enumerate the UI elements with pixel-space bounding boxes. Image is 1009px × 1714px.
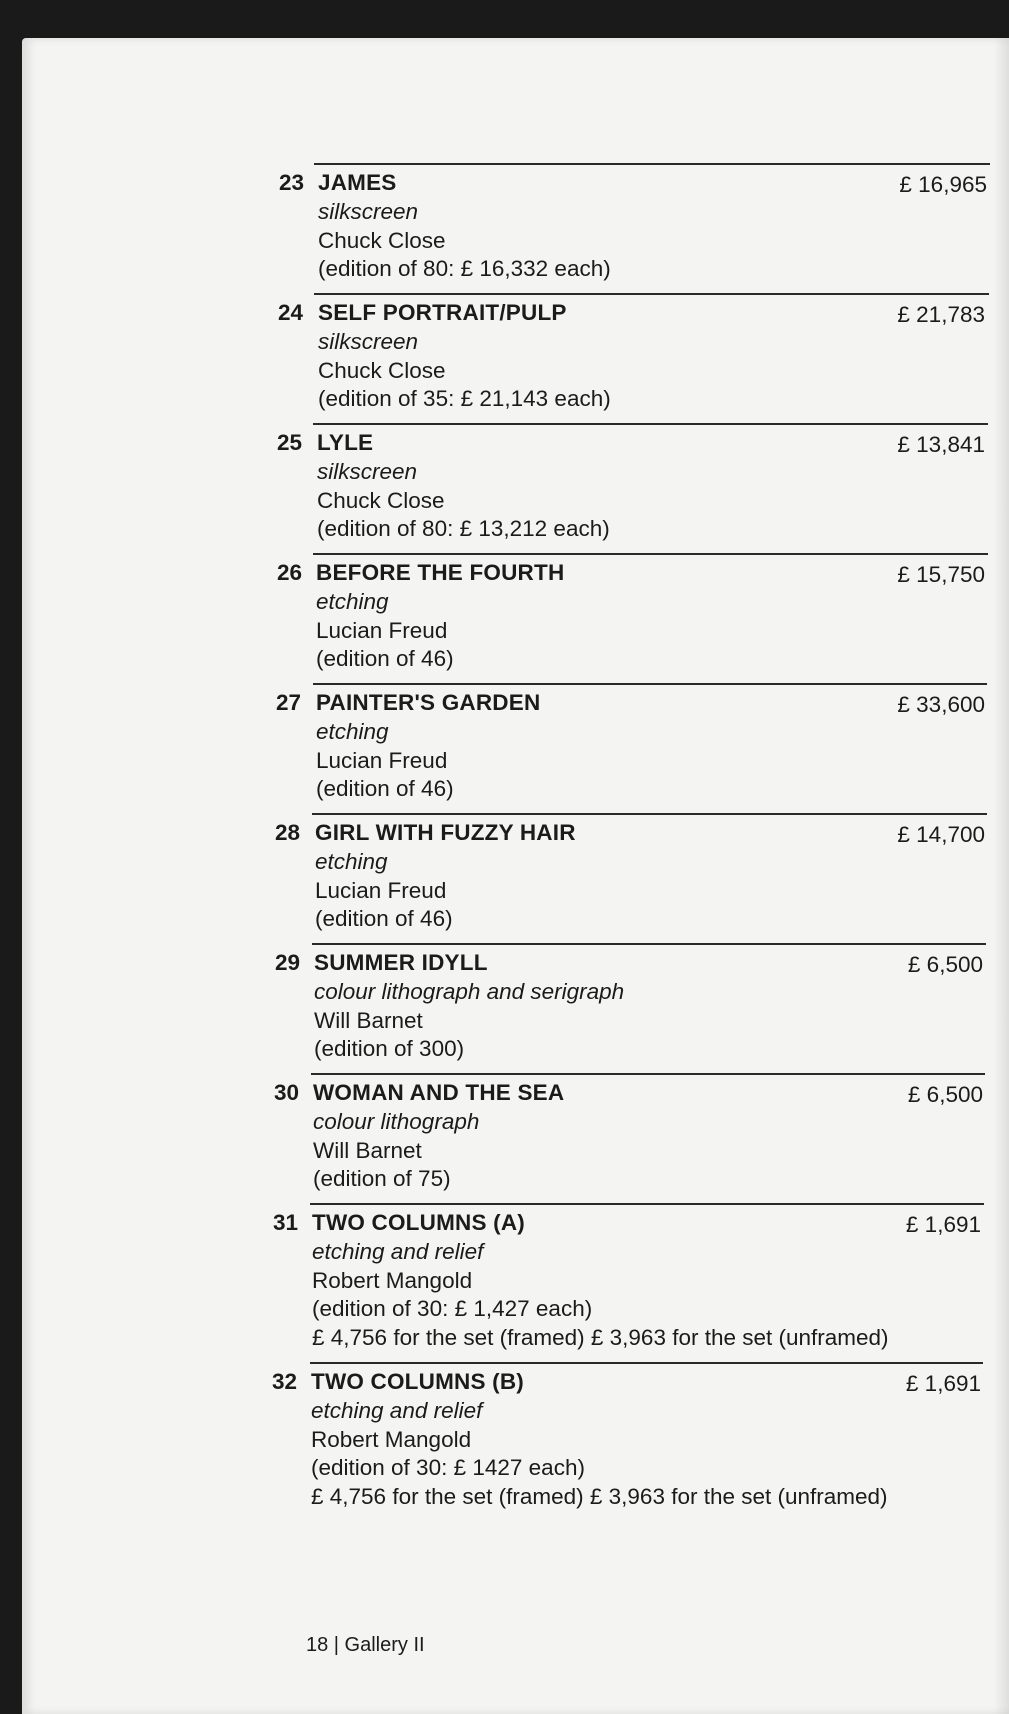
entry-details xyxy=(311,1368,888,1512)
entry-price: £ 16,965 xyxy=(899,172,987,197)
entry-set-price: £ 4,756 for the set (framed) £ 3,963 for the set (unframed) xyxy=(311,1484,888,1510)
entry-artist: Will Barnet xyxy=(313,1137,422,1163)
entry-artist: Lucian Freud xyxy=(315,877,447,903)
entry-details xyxy=(315,819,576,934)
entry-artist: Lucian Freud xyxy=(316,747,448,773)
entry-details xyxy=(317,429,610,544)
entry-title: SUMMER IDYLL xyxy=(314,950,488,975)
entry-price: £ 14,700 xyxy=(897,822,985,847)
entry-artist: Chuck Close xyxy=(318,357,446,383)
entry-price: £ 6,500 xyxy=(907,952,983,977)
entry-medium: colour lithograph and serigraph xyxy=(314,978,625,1004)
entry-number: 24 xyxy=(277,300,303,325)
entry-medium: etching and relief xyxy=(311,1397,483,1423)
entry-divider xyxy=(310,1203,984,1205)
entry-details xyxy=(314,949,624,1064)
entry-details xyxy=(316,559,564,674)
entry-price: £ 1,691 xyxy=(905,1371,981,1396)
entry-price: £ 33,600 xyxy=(897,692,985,717)
entry-artist: Robert Mangold xyxy=(311,1426,472,1452)
entry-number: 23 xyxy=(278,170,304,195)
catalogue-entry xyxy=(0,163,1009,293)
entry-divider xyxy=(314,293,989,295)
entry-title: TWO COLUMNS (A) xyxy=(312,1210,525,1235)
entry-title: SELF PORTRAIT/PULP xyxy=(318,300,567,325)
entry-number: 27 xyxy=(275,690,301,715)
entry-number: 25 xyxy=(276,430,302,455)
catalogue-entry xyxy=(0,813,1009,943)
entry-divider xyxy=(310,1362,983,1364)
entry-medium: etching xyxy=(316,588,389,614)
entry-number: 28 xyxy=(274,820,300,845)
entry-artist: Chuck Close xyxy=(318,227,446,253)
entry-details xyxy=(316,689,540,804)
entry-artist: Lucian Freud xyxy=(316,617,448,643)
entry-edition: (edition of 46) xyxy=(315,906,453,932)
entry-divider xyxy=(313,423,988,425)
entry-title: TWO COLUMNS (B) xyxy=(311,1369,524,1394)
entry-medium: colour lithograph xyxy=(313,1108,480,1134)
entry-number: 32 xyxy=(271,1369,297,1394)
catalogue-entry xyxy=(0,943,1009,1073)
entry-price: £ 21,783 xyxy=(897,302,985,327)
entry-medium: silkscreen xyxy=(317,458,418,484)
entry-details xyxy=(318,299,611,414)
entry-edition: (edition of 300) xyxy=(314,1036,465,1062)
entry-edition: (edition of 35: £ 21,143 each) xyxy=(318,386,611,412)
entry-edition: (edition of 30: £ 1427 each) xyxy=(311,1455,585,1481)
entry-divider xyxy=(314,163,990,165)
entry-edition: (edition of 46) xyxy=(316,776,454,802)
entry-divider xyxy=(312,943,986,945)
entry-number: 31 xyxy=(272,1210,298,1235)
entry-number: 26 xyxy=(276,560,302,585)
entry-title: GIRL WITH FUZZY HAIR xyxy=(315,820,576,845)
entry-divider xyxy=(313,553,988,555)
entry-title: LYLE xyxy=(317,430,374,455)
entry-details xyxy=(318,169,611,284)
entry-artist: Chuck Close xyxy=(317,487,445,513)
entry-number: 29 xyxy=(274,950,300,975)
catalogue-entry xyxy=(0,683,1009,813)
catalogue-entry xyxy=(0,553,1009,683)
entry-medium: silkscreen xyxy=(318,328,419,354)
entry-edition: (edition of 46) xyxy=(316,646,454,672)
entry-price: £ 6,500 xyxy=(907,1082,983,1107)
catalogue-entry xyxy=(0,1203,1009,1361)
entry-price: £ 1,691 xyxy=(905,1212,981,1237)
page-footer: 18 | Gallery II xyxy=(306,1634,425,1656)
entry-edition: (edition of 80: £ 13,212 each) xyxy=(317,516,610,542)
catalogue-entry xyxy=(0,293,1009,423)
entry-edition: (edition of 80: £ 16,332 each) xyxy=(318,256,611,282)
entry-divider xyxy=(313,683,987,685)
entry-title: WOMAN AND THE SEA xyxy=(313,1080,565,1105)
entry-details xyxy=(313,1079,564,1194)
entry-artist: Robert Mangold xyxy=(312,1267,473,1293)
entry-medium: silkscreen xyxy=(318,198,419,224)
entry-price: £ 13,841 xyxy=(897,432,985,457)
entry-edition: (edition of 30: £ 1,427 each) xyxy=(312,1296,593,1322)
entry-artist: Will Barnet xyxy=(314,1007,423,1033)
entry-edition: (edition of 75) xyxy=(313,1166,451,1192)
entry-title: PAINTER'S GARDEN xyxy=(316,690,541,715)
entry-title: BEFORE THE FOURTH xyxy=(316,560,565,585)
entry-medium: etching and relief xyxy=(312,1238,484,1264)
entry-title: JAMES xyxy=(318,170,397,195)
catalogue-entry xyxy=(0,1362,1009,1520)
entry-details xyxy=(312,1209,889,1353)
entry-medium: etching xyxy=(316,718,389,744)
entry-price: £ 15,750 xyxy=(897,562,985,587)
entry-divider xyxy=(311,1073,985,1075)
catalogue-entry xyxy=(0,423,1009,553)
catalogue-entry xyxy=(0,1073,1009,1203)
entry-medium: etching xyxy=(315,848,388,874)
entry-set-price: £ 4,756 for the set (framed) £ 3,963 for the set (unframed) xyxy=(312,1325,889,1351)
entry-divider xyxy=(312,813,987,815)
entry-number: 30 xyxy=(273,1080,299,1105)
